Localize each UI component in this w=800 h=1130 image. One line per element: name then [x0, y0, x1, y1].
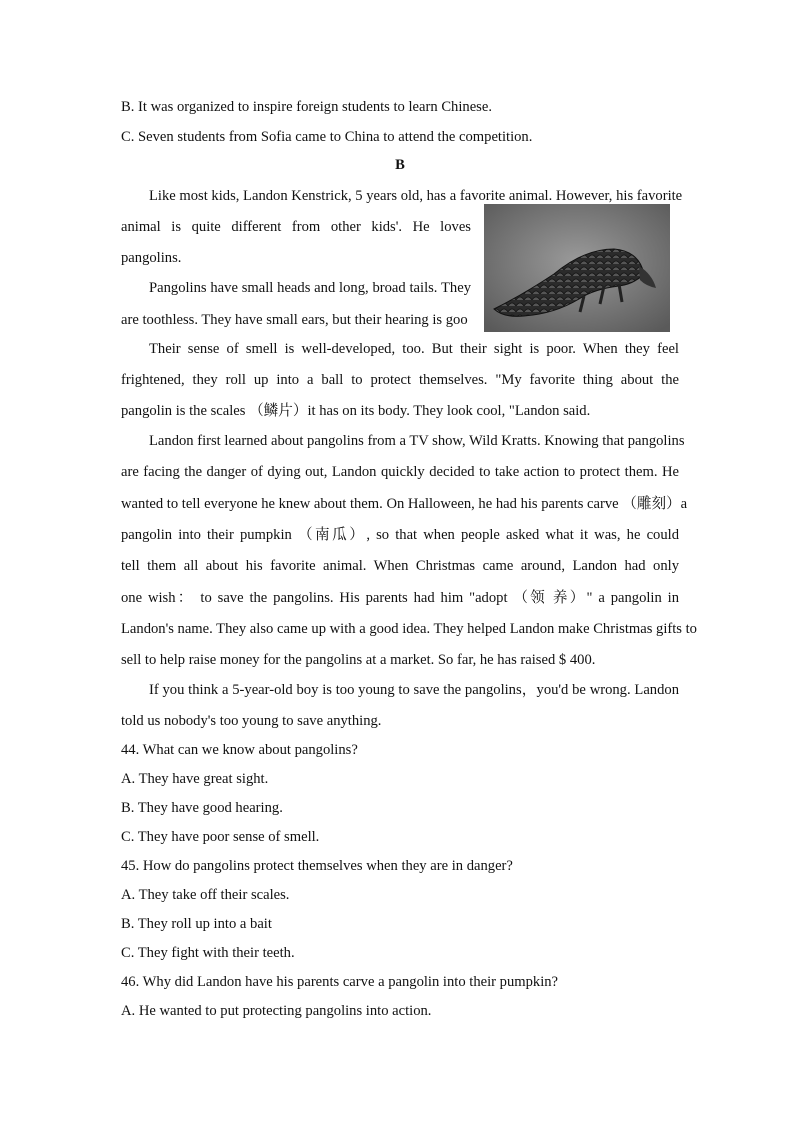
passage-line: Their sense of smell is well-developed, too. But their sight is poor. When they feel: [149, 341, 679, 357]
option-44-b: B. They have good hearing.: [121, 800, 283, 816]
pangolin-image: [484, 204, 670, 332]
passage-line: pangolins.: [121, 250, 182, 266]
pangolin-icon: [484, 204, 670, 332]
question-44: 44. What can we know about pangolins?: [121, 742, 358, 758]
passage-line: Landon first learned about pangolins from a TV show, Wild Kratts. Knowing that pangolins: [149, 433, 685, 449]
question-46: 46. Why did Landon have his parents carve a pangolin into their pumpkin?: [121, 974, 559, 990]
passage-line: one wish： to save the pangolins. His parents had him "adopt （领 养）" a pangolin in: [121, 590, 679, 606]
passage-line: are facing the danger of dying out, Landon quickly decided to take action to protect them. He: [121, 464, 679, 480]
option-45-c: C. They fight with their teeth.: [121, 945, 295, 961]
option-c-prev: C. Seven students from Sofia came to China to attend the competition.: [121, 129, 533, 145]
passage-line: Landon's name. They also came up with a good idea. They helped Landon make Christmas gifts to: [121, 621, 697, 637]
passage-line: frightened, they roll up into a ball to protect themselves. "My favorite thing about the: [121, 372, 679, 388]
passage-line: wanted to tell everyone he knew about them. On Halloween, he had his parents carve （雕刻）a: [121, 496, 688, 512]
passage-line: pangolin is the scales （鳞片）it has on its body. They look cool, "Landon said.: [121, 403, 591, 419]
option-46-a: A. He wanted to put protecting pangolins into action.: [121, 1003, 432, 1019]
passage-line: tell them all about his favorite animal. When Christmas came around, Landon had only: [121, 558, 679, 574]
option-44-a: A. They have great sight.: [121, 771, 269, 787]
option-44-c: C. They have poor sense of smell.: [121, 829, 320, 845]
option-45-b: B. They roll up into a bait: [121, 916, 272, 932]
question-45: 45. How do pangolins protect themselves when they are in danger?: [121, 858, 513, 874]
passage-line: Like most kids, Landon Kenstrick, 5 years old, has a favorite animal. However, his favorite: [149, 188, 683, 204]
passage-line: If you think a 5-year-old boy is too young to save the pangolins，you'd be wrong. Landon: [149, 682, 679, 698]
passage-heading: B: [395, 157, 405, 173]
passage-line: Pangolins have small heads and long, broad tails. They: [149, 280, 471, 296]
passage-line: pangolin into their pumpkin （南瓜）, so that when people asked what it was, he could: [121, 527, 679, 543]
option-45-a: A. They take off their scales.: [121, 887, 290, 903]
option-b-prev: B. It was organized to inspire foreign students to learn Chinese.: [121, 99, 492, 115]
passage-line: are toothless. They have small ears, but their hearing is goo: [121, 312, 468, 328]
passage-line: told us nobody's too young to save anything.: [121, 713, 382, 729]
passage-line: animal is quite different from other kids'. He loves: [121, 219, 471, 235]
passage-line: sell to help raise money for the pangolins at a market. So far, he has raised $ 400.: [121, 652, 596, 668]
